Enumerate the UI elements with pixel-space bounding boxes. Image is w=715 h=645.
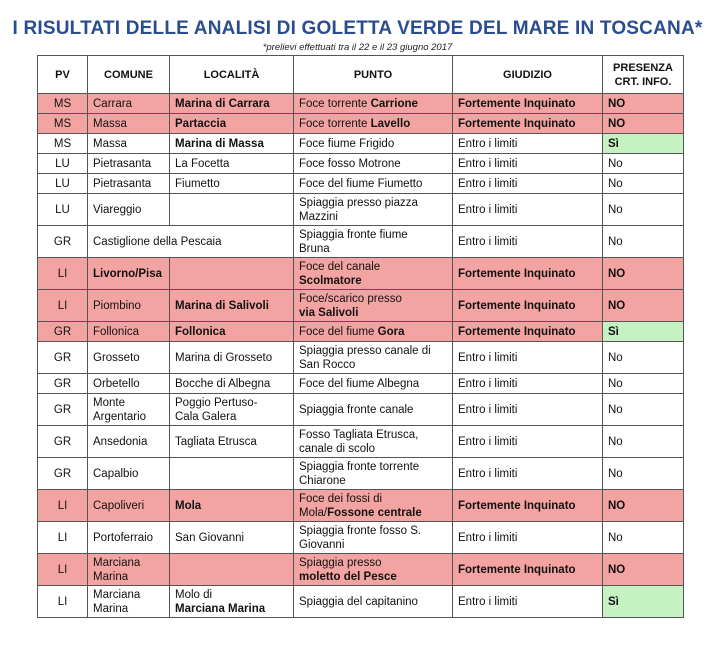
- localita-line2: Cala Galera: [175, 410, 237, 423]
- cell-punto: [294, 114, 453, 134]
- cell-comune: Massa: [88, 114, 170, 134]
- punto-text: Spiaggia presso: [299, 556, 382, 569]
- comune-line2: Marina: [93, 570, 129, 583]
- cell-presenza: No: [603, 522, 684, 554]
- cell-pv: LI: [38, 258, 88, 290]
- cell-localita: San Giovanni: [170, 522, 294, 554]
- punto-text-line2: Mola/: [299, 506, 328, 519]
- cell-giudizio: Entro i limiti: [453, 194, 603, 226]
- cell-punto: [294, 94, 453, 114]
- cell-comune: Massa: [88, 134, 170, 154]
- cell-presenza: No: [603, 194, 684, 226]
- cell-pv: MS: [38, 114, 88, 134]
- punto-bold: Lavello: [370, 117, 411, 130]
- punto-text: Fosso Tagliata Etrusca,: [299, 428, 419, 441]
- header-presenza-line1: PRESENZA: [613, 61, 673, 74]
- cell-giudizio: Entro i limiti: [453, 426, 603, 458]
- punto-text-line2: canale di scolo: [299, 442, 376, 455]
- cell-giudizio: Fortemente Inquinato: [453, 114, 603, 134]
- punto-text: Foce torrente: [299, 97, 371, 110]
- cell-giudizio: Fortemente Inquinato: [453, 258, 603, 290]
- punto-text-line2: Mazzini: [299, 210, 338, 223]
- cell-giudizio: Fortemente Inquinato: [453, 554, 603, 586]
- cell-presenza: Sì: [603, 134, 684, 154]
- header-punto: PUNTO: [294, 56, 453, 94]
- cell-localita: Partaccia: [170, 114, 294, 134]
- cell-comune: [88, 554, 170, 586]
- punto-text: Foce del canale: [299, 260, 381, 273]
- cell-localita: Bocche di Albegna: [170, 374, 294, 394]
- table-row: [38, 258, 684, 290]
- cell-localita: [170, 394, 294, 426]
- cell-punto: [294, 226, 453, 258]
- cell-giudizio: Fortemente Inquinato: [453, 94, 603, 114]
- cell-comune: Ansedonia: [88, 426, 170, 458]
- cell-localita: [170, 458, 294, 490]
- punto-text: Foce dei fossi di: [299, 492, 383, 505]
- cell-giudizio: Entro i limiti: [453, 154, 603, 174]
- cell-comune: Portoferraio: [88, 522, 170, 554]
- comune-line1: Marciana: [93, 588, 141, 601]
- table-row: [38, 174, 684, 194]
- punto-text-line2: Giovanni: [299, 538, 345, 551]
- cell-localita: Marina di Grosseto: [170, 342, 294, 374]
- punto-text: Spiaggia presso canale di: [299, 344, 431, 357]
- cell-punto: [294, 426, 453, 458]
- table-row: [38, 290, 684, 322]
- cell-presenza: NO: [603, 114, 684, 134]
- comune-line1: Monte: [93, 396, 125, 409]
- cell-punto: [294, 458, 453, 490]
- cell-pv: LI: [38, 554, 88, 586]
- punto-text-line2: Chiarone: [299, 474, 346, 487]
- cell-localita: [170, 258, 294, 290]
- punto-text: Spiaggia fronte fiume: [299, 228, 408, 241]
- table-row: [38, 154, 684, 174]
- cell-giudizio: Entro i limiti: [453, 342, 603, 374]
- results-table: [37, 55, 684, 618]
- cell-localita: La Focetta: [170, 154, 294, 174]
- table-row: [38, 554, 684, 586]
- table-row: [38, 322, 684, 342]
- punto-text-line2: San Rocco: [299, 358, 356, 371]
- cell-pv: MS: [38, 94, 88, 114]
- cell-presenza: No: [603, 174, 684, 194]
- cell-punto: [294, 258, 453, 290]
- table-row: [38, 114, 684, 134]
- table-row: [38, 490, 684, 522]
- cell-localita: Follonica: [170, 322, 294, 342]
- page-subtitle: *prelievi effettuati tra il 22 e il 23 giugno 2017: [262, 42, 453, 53]
- cell-punto: Foce fiume Frigido: [294, 134, 453, 154]
- cell-comune: Carrara: [88, 94, 170, 114]
- punto-text: Spiaggia presso piazza: [299, 196, 418, 209]
- punto-text: Foce del fiume: [299, 325, 378, 338]
- cell-punto: [294, 194, 453, 226]
- cell-presenza: No: [603, 374, 684, 394]
- cell-pv: LI: [38, 522, 88, 554]
- punto-text: Spiaggia fronte fosso S.: [299, 524, 422, 537]
- cell-pv: GR: [38, 226, 88, 258]
- cell-pv: LI: [38, 290, 88, 322]
- cell-punto: [294, 290, 453, 322]
- cell-pv: GR: [38, 374, 88, 394]
- header-presenza-line2: CRT. INFO.: [614, 75, 672, 88]
- cell-localita: [170, 554, 294, 586]
- cell-localita: [170, 586, 294, 618]
- cell-giudizio: Entro i limiti: [453, 226, 603, 258]
- cell-pv: MS: [38, 134, 88, 154]
- cell-presenza: No: [603, 226, 684, 258]
- cell-comune: Pietrasanta: [88, 174, 170, 194]
- cell-comune: Grosseto: [88, 342, 170, 374]
- cell-pv: GR: [38, 458, 88, 490]
- cell-comune: Capoliveri: [88, 490, 170, 522]
- comune-line2: Marina: [93, 602, 129, 615]
- localita-line1: Poggio Pertuso-: [175, 396, 258, 409]
- cell-localita: Marina di Carrara: [170, 94, 294, 114]
- punto-bold: Scolmatore: [299, 274, 362, 287]
- cell-presenza: NO: [603, 258, 684, 290]
- cell-giudizio: Entro i limiti: [453, 458, 603, 490]
- cell-presenza: No: [603, 426, 684, 458]
- cell-presenza: No: [603, 154, 684, 174]
- cell-comune: Piombino: [88, 290, 170, 322]
- cell-giudizio: Fortemente Inquinato: [453, 290, 603, 322]
- cell-punto: Foce del fiume Fiumetto: [294, 174, 453, 194]
- cell-giudizio: Entro i limiti: [453, 522, 603, 554]
- header-localita: LOCALITÀ: [170, 56, 294, 94]
- cell-comune: [88, 586, 170, 618]
- header-presenza: [603, 56, 684, 94]
- cell-giudizio: Entro i limiti: [453, 394, 603, 426]
- localita-line1: Molo di: [175, 588, 213, 601]
- header-giudizio: GIUDIZIO: [453, 56, 603, 94]
- cell-punto: [294, 342, 453, 374]
- cell-pv: GR: [38, 342, 88, 374]
- cell-punto: [294, 554, 453, 586]
- cell-punto: [294, 322, 453, 342]
- punto-bold: Gora: [377, 325, 405, 338]
- cell-pv: LI: [38, 586, 88, 618]
- table-row: [38, 394, 684, 426]
- cell-presenza: No: [603, 458, 684, 490]
- header-pv: PV: [38, 56, 88, 94]
- cell-pv: LI: [38, 490, 88, 522]
- cell-presenza: No: [603, 342, 684, 374]
- table-row: [38, 586, 684, 618]
- cell-punto: Spiaggia del capitanino: [294, 586, 453, 618]
- table-row: [38, 226, 684, 258]
- cell-localita: Tagliata Etrusca: [170, 426, 294, 458]
- cell-punto: Spiaggia fronte canale: [294, 394, 453, 426]
- table-row: [38, 374, 684, 394]
- cell-pv: LU: [38, 194, 88, 226]
- comune-line1: Marciana: [93, 556, 141, 569]
- table-row: [38, 522, 684, 554]
- cell-giudizio: Fortemente Inquinato: [453, 490, 603, 522]
- punto-text: Spiaggia fronte torrente: [299, 460, 420, 473]
- cell-presenza: NO: [603, 490, 684, 522]
- page-title: I RISULTATI DELLE ANALISI DI GOLETTA VERDE DEL MARE IN TOSCANA*: [12, 18, 703, 39]
- cell-comune: Capalbio: [88, 458, 170, 490]
- cell-pv: GR: [38, 322, 88, 342]
- table-row: [38, 426, 684, 458]
- cell-giudizio: Entro i limiti: [453, 174, 603, 194]
- cell-punto: [294, 490, 453, 522]
- cell-localita: Mola: [170, 490, 294, 522]
- cell-comune: Livorno/Pisa: [88, 258, 170, 290]
- header-comune: COMUNE: [88, 56, 170, 94]
- cell-comune: Orbetello: [88, 374, 170, 394]
- localita-line2: Marciana Marina: [175, 602, 266, 615]
- cell-punto: Foce fosso Motrone: [294, 154, 453, 174]
- cell-pv: LU: [38, 174, 88, 194]
- table-row: [38, 134, 684, 154]
- cell-localita: Fiumetto: [170, 174, 294, 194]
- punto-bold: via Salivoli: [299, 306, 359, 319]
- cell-punto: [294, 522, 453, 554]
- cell-pv: GR: [38, 426, 88, 458]
- cell-presenza: NO: [603, 290, 684, 322]
- punto-bold: Fossone centrale: [327, 506, 422, 519]
- cell-giudizio: Entro i limiti: [453, 134, 603, 154]
- cell-presenza: NO: [603, 554, 684, 586]
- punto-text: Foce torrente: [299, 117, 371, 130]
- cell-localita: Marina di Salivoli: [170, 290, 294, 322]
- cell-giudizio: Entro i limiti: [453, 374, 603, 394]
- cell-comune: Castiglione della Pescaia: [88, 226, 294, 258]
- cell-comune: Pietrasanta: [88, 154, 170, 174]
- table-row: [38, 458, 684, 490]
- comune-line2: Argentario: [93, 410, 147, 423]
- cell-giudizio: Fortemente Inquinato: [453, 322, 603, 342]
- cell-presenza: NO: [603, 94, 684, 114]
- punto-bold: Carrione: [370, 97, 418, 110]
- punto-text-line2: Bruna: [299, 242, 330, 255]
- cell-punto: Foce del fiume Albegna: [294, 374, 453, 394]
- cell-localita: Marina di Massa: [170, 134, 294, 154]
- cell-pv: LU: [38, 154, 88, 174]
- punto-bold: moletto del Pesce: [299, 570, 397, 583]
- table-row: [38, 94, 684, 114]
- cell-localita: [170, 194, 294, 226]
- cell-giudizio: Entro i limiti: [453, 586, 603, 618]
- table-row: [38, 194, 684, 226]
- cell-pv: GR: [38, 394, 88, 426]
- cell-presenza: Sì: [603, 586, 684, 618]
- header-row: [38, 56, 684, 94]
- table-row: [38, 342, 684, 374]
- cell-presenza: Sì: [603, 322, 684, 342]
- punto-text: Foce/scarico presso: [299, 292, 402, 305]
- cell-comune: Viareggio: [88, 194, 170, 226]
- cell-comune: [88, 394, 170, 426]
- cell-comune: Follonica: [88, 322, 170, 342]
- cell-presenza: No: [603, 394, 684, 426]
